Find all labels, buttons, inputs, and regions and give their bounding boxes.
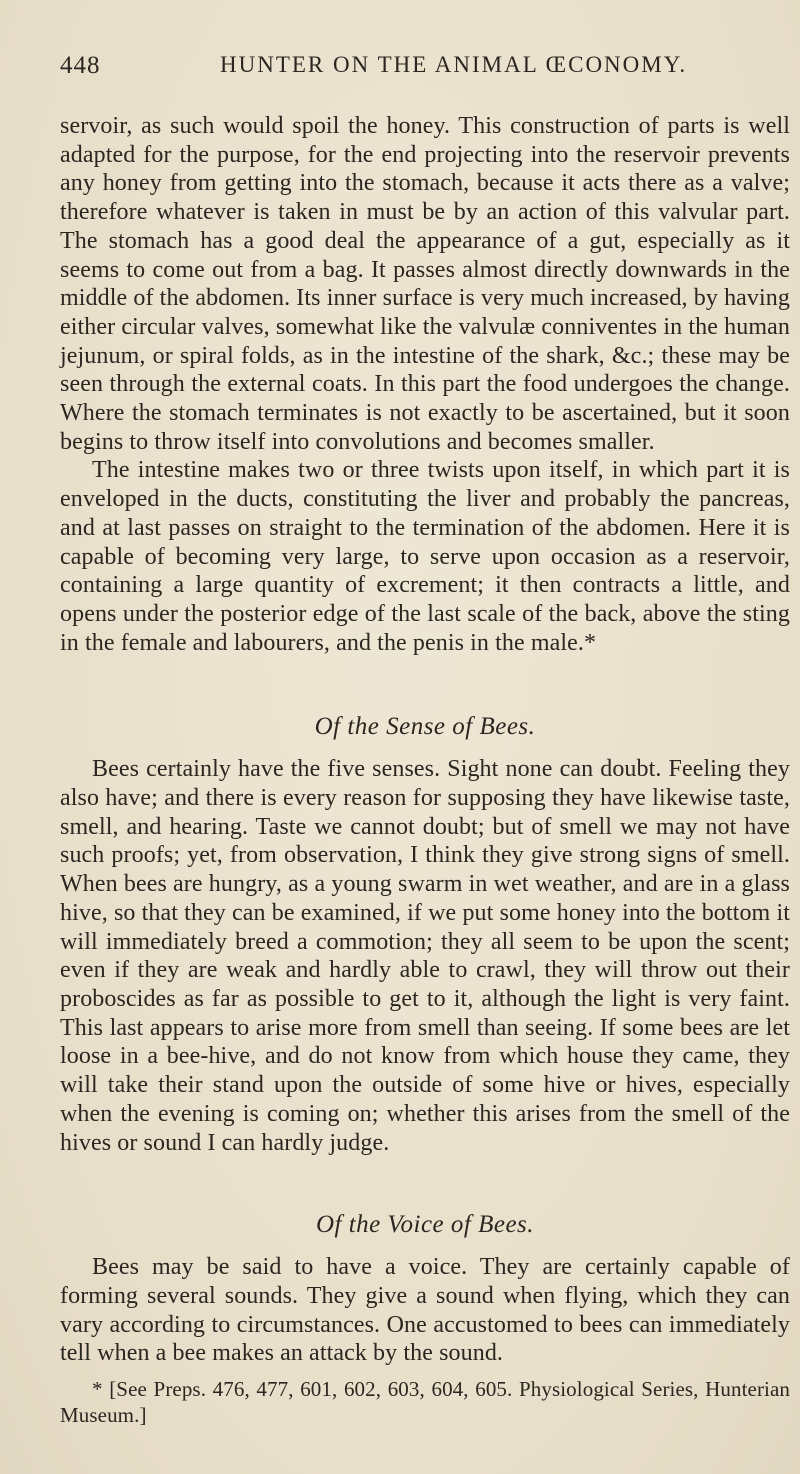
body-text (60, 112, 790, 1428)
running-head (60, 52, 760, 84)
page-number: 448 (60, 52, 101, 79)
heading-voice-of-bees: Of the Voice of Bees. (315, 1211, 535, 1239)
running-title: HUNTER ON THE ANIMAL ŒCONOMY. (220, 52, 688, 77)
paragraph-senses: Bees certainly have the five senses. Sight none can doubt. Feeling they also have; and there is every reason for supposing they have likewise taste, smell, and hearing. Taste we cannot doubt; but of smell we may not have such proofs; yet, from observation, I think they give strong signs of smell. When bees are hungry, as a young swarm in wet weather, and are in a glass hive, so that they can be examined, if we put some honey into the bottom it will immediately breed a commotion; they all seem to be upon the scent; even if they are weak and hardly able to crawl, they will throw out their proboscides as far as possible to get to it, although the light is very faint. This last appears to arise more from smell than seeing. If some bees are let loose in a bee-hive, and do not know from which house they came, they will take their stand upon the outside of some hive or hives, especially when the evening is coming on; whether this arises from the smell of the hives or sound I can hardly judge. (60, 756, 790, 1156)
paragraph-voice: Bees may be said to have a voice. They are certainly capable of forming several sounds. They give a sound when flying, which they can vary according to circumstances. One accustomed to bees can immediately tell when a bee makes an attack by the sound. (60, 1254, 790, 1367)
heading-sense-of-bees: Of the Sense of Bees. (314, 713, 536, 741)
paragraph-intestine: The intestine makes two or three twists upon itself, in which part it is enveloped in the ducts, constituting the liver and probably the pancreas, and at last passes on straight to the termination of the abdomen. Here it is capable of becoming very large, to serve upon occasion as a reservoir, containing a large quantity of excrement; it then contracts a little, and opens under the posterior edge of the last scale of the back, above the sting in the female and labourers, and the penis in the male.* (60, 457, 790, 656)
footnote: * [See Preps. 476, 477, 601, 602, 603, 604, 605. Physiological Series, Hunterian Museum.] (60, 1377, 790, 1428)
paragraph-reservoir: servoir, as such would spoil the honey. This construction of parts is well adapted for the purpose, for the end projecting into the reservoir prevents any honey from getting into the stomach, because it acts there as a valve; therefore whatever is taken in must be by an action of this valvular part. The stomach has a good deal the appearance of a gut, especially as it seems to come out from a bag. It passes almost directly downwards in the middle of the abdomen. Its inner surface is very much increased, by having either circular valves, somewhat like the valvulæ conniventes in the human jejunum, or spiral folds, as in the intestine of the shark, &c.; these may be seen through the external coats. In this part the food undergoes the change. Where the stomach terminates is not exactly to be ascertained, but it soon begins to throw itself into convolutions and becomes smaller. (60, 113, 790, 455)
